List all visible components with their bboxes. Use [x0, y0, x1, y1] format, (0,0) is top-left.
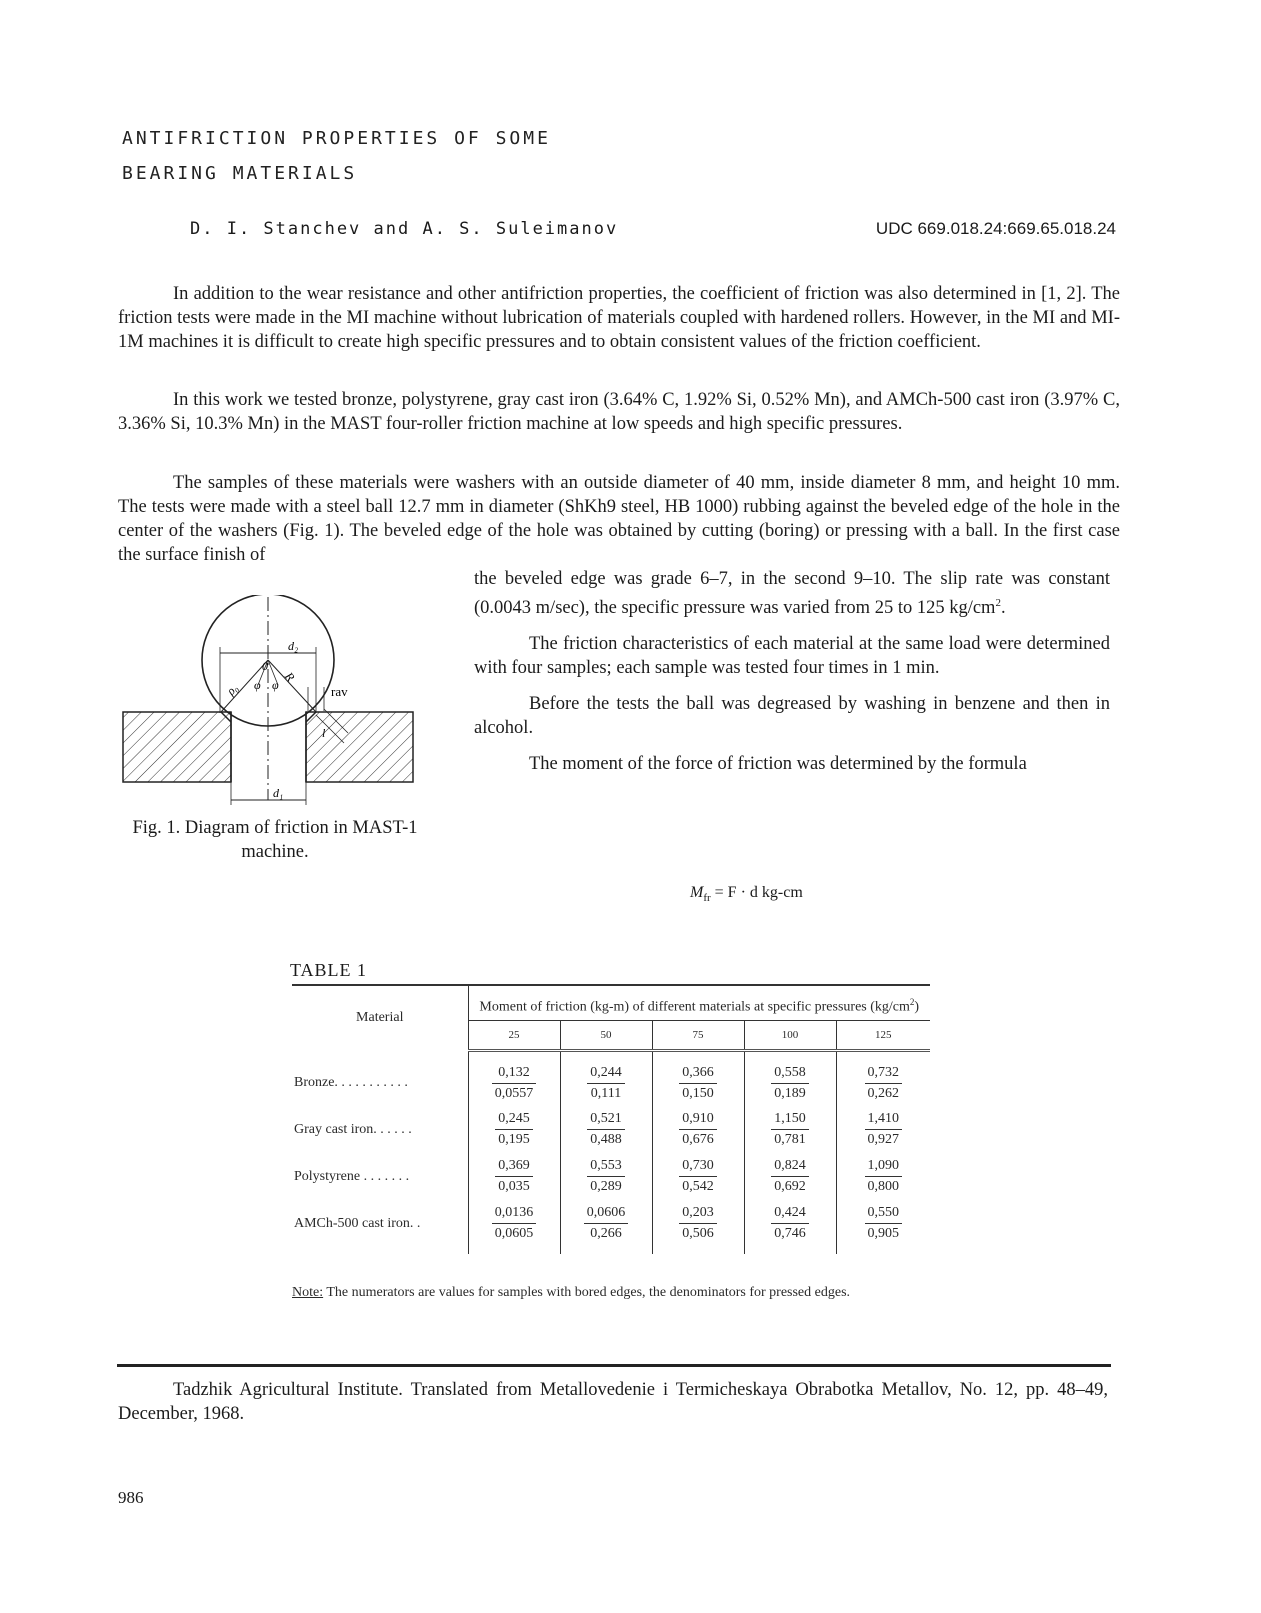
value-cell [560, 1200, 652, 1254]
numerator-bored: 0,424 [771, 1203, 809, 1224]
numerator-bored: 0,0606 [584, 1203, 629, 1224]
value-cell [836, 1153, 930, 1200]
value-cell [652, 1050, 744, 1106]
denominator-pressed: 0,488 [590, 1132, 622, 1148]
numerator-bored: 0,132 [492, 1063, 537, 1084]
paragraph-3-continued [474, 567, 1110, 620]
table-row [292, 1153, 930, 1200]
value-cell [652, 1200, 744, 1254]
numerator-bored: 0,732 [865, 1063, 903, 1084]
denominator-pressed: 0,035 [498, 1179, 530, 1195]
pressure-header: 50 [560, 1020, 652, 1050]
note-text: The numerators are values for samples with bored edges, the denominators for pressed edges. [323, 1285, 851, 1300]
label-rav: rav [331, 684, 348, 699]
fraction [587, 1109, 625, 1150]
value-cell [468, 1106, 560, 1153]
friction-diagram [118, 595, 418, 810]
fraction [492, 1203, 537, 1244]
label-radius: R [282, 669, 298, 685]
material-name: Bronze. . . . . . . . . . . [294, 1074, 408, 1090]
numerator-bored: 1,410 [865, 1109, 903, 1130]
numerator-bored: 0,0136 [492, 1203, 537, 1224]
numerator-bored: 0,824 [771, 1156, 809, 1177]
col-header-material: Material [292, 985, 468, 1050]
washer-left-section [123, 712, 231, 782]
udc-code: UDC 669.018.24:669.65.018.24 [875, 219, 1116, 238]
formula-rhs: = F · d kg-cm [710, 884, 803, 901]
numerator-bored: 1,150 [771, 1109, 809, 1130]
fraction [771, 1109, 809, 1150]
friction-moment-formula [690, 884, 803, 904]
value-cell [560, 1050, 652, 1106]
label-d2: d₂ [288, 639, 299, 653]
group-header-text: Moment of friction (kg-m) of different materials at specific pressures (kg/cm [479, 999, 910, 1015]
right-column [474, 567, 1110, 776]
denominator-pressed: 0,262 [867, 1085, 899, 1101]
value-cell [744, 1106, 836, 1153]
fraction [771, 1063, 809, 1104]
value-cell [652, 1153, 744, 1200]
label-center: 0 [262, 659, 268, 673]
value-cell [744, 1050, 836, 1106]
numerator-bored: 0,366 [679, 1063, 717, 1084]
denominator-pressed: 0,746 [774, 1226, 806, 1242]
label-rho0: ρ₀ [223, 680, 241, 698]
col-header-moment [468, 985, 930, 1020]
pressure-header: 75 [652, 1020, 744, 1050]
fraction [679, 1063, 717, 1104]
paragraph-4: The friction characteristics of each material at the same load were determined with four samples; each sample was tested four times in 1 min. [474, 634, 1110, 679]
denominator-pressed: 0,150 [682, 1085, 714, 1101]
denominator-pressed: 0,289 [590, 1179, 622, 1195]
label-phi-2: φ [272, 678, 279, 692]
denominator-pressed: 0,927 [867, 1132, 899, 1148]
value-cell [652, 1106, 744, 1153]
table-row [292, 1200, 930, 1254]
numerator-bored: 0,203 [679, 1203, 717, 1224]
label-d1: d₁ [273, 786, 284, 800]
denominator-pressed: 0,542 [682, 1179, 714, 1195]
washer-right-section [306, 712, 413, 782]
value-cell [836, 1106, 930, 1153]
figure-caption: Fig. 1. Diagram of friction in MAST-1 machine. [132, 818, 418, 862]
pressure-header: 100 [744, 1020, 836, 1050]
denominator-pressed: 0,189 [774, 1085, 806, 1101]
denominator-pressed: 0,905 [867, 1226, 899, 1242]
pressure-header: 25 [468, 1020, 560, 1050]
group-header-sup: 2 [909, 997, 915, 1007]
value-cell [468, 1200, 560, 1254]
friction-table [292, 984, 930, 1254]
denominator-pressed: 0,0605 [494, 1226, 534, 1242]
footer-rule [117, 1364, 1111, 1367]
p3-cont-sup: 2 [995, 597, 1001, 609]
fraction [679, 1203, 717, 1244]
value-cell [836, 1200, 930, 1254]
material-name: Gray cast iron. . . . . . [294, 1121, 412, 1137]
numerator-bored: 0,910 [679, 1109, 717, 1130]
fraction [587, 1063, 625, 1104]
value-cell [744, 1200, 836, 1254]
group-header-end: ) [914, 999, 920, 1015]
value-cell [468, 1153, 560, 1200]
denominator-pressed: 0,676 [682, 1132, 714, 1148]
table-label: TABLE 1 [290, 960, 368, 980]
value-cell [836, 1050, 930, 1106]
denominator-pressed: 0,506 [682, 1226, 714, 1242]
formula-lhs: M [690, 884, 704, 901]
fraction [587, 1156, 625, 1197]
note-label: Note: [292, 1285, 324, 1300]
fraction [495, 1109, 533, 1150]
numerator-bored: 0,553 [587, 1156, 625, 1177]
material-name: Polystyrene . . . . . . . [294, 1168, 410, 1184]
value-cell [560, 1106, 652, 1153]
fraction [865, 1203, 903, 1244]
paragraph-2: In this work we tested bronze, polystyrene, gray cast iron (3.64% C, 1.92% Si, 0.52% Mn), and AMCh-500 cast iron (3.97% C, 3.36% Si, 10.3% Mn) in the MAST four-roller friction machine at low speeds and high specific pressures. [118, 390, 1120, 434]
fraction [865, 1109, 903, 1150]
denominator-pressed: 0,0557 [494, 1085, 534, 1101]
numerator-bored: 0,521 [587, 1109, 625, 1130]
fraction [495, 1156, 533, 1197]
article-title-line-1: ANTIFRICTION PROPERTIES OF SOME [122, 128, 551, 149]
numerator-bored: 0,245 [495, 1109, 533, 1130]
fraction [771, 1203, 809, 1244]
paragraph-5: Before the tests the ball was degreased by washing in benzene and then in alcohol. [474, 694, 1110, 739]
value-cell [468, 1050, 560, 1106]
table-row [292, 1050, 930, 1106]
p3-cont-end: . [1000, 598, 1006, 619]
pressure-header: 125 [836, 1020, 930, 1050]
fraction [865, 1156, 903, 1197]
numerator-bored: 0,550 [865, 1203, 903, 1224]
material-name: AMCh-500 cast iron. . [294, 1215, 421, 1231]
authors: D. I. Stanchev and A. S. Suleimanov [190, 219, 619, 239]
label-phi-1: φ [254, 678, 261, 692]
p3-cont-text: the beveled edge was grade 6–7, in the second 9–10. The slip rate was constant (0.0043 m/sec), the specific pressure was varied from 25 to 125 kg/cm [474, 569, 1110, 619]
denominator-pressed: 0,781 [774, 1132, 806, 1148]
paragraph-6: The moment of the force of friction was determined by the formula [529, 754, 1027, 775]
fraction [492, 1063, 537, 1104]
value-cell [744, 1153, 836, 1200]
denominator-pressed: 0,692 [774, 1179, 806, 1195]
denominator-pressed: 0,195 [498, 1132, 530, 1148]
fraction [865, 1063, 903, 1104]
table-note [292, 1282, 912, 1304]
article-title-line-2: BEARING MATERIALS [122, 163, 358, 184]
paragraph-3: The samples of these materials were washers with an outside diameter of 40 mm, inside diameter 8 mm, and height 10 mm. The tests were made with a steel ball 12.7 mm in diameter (ShKh9 steel, HB 1000) rubbing against the beveled edge of the hole in the center of the washers (Fig. 1). The beveled edge of the hole was obtained by cutting (boring) or pressing with a ball. In the first case the surface finish of [118, 473, 1120, 565]
denominator-pressed: 0,800 [867, 1179, 899, 1195]
fraction [679, 1109, 717, 1150]
table-row [292, 1106, 930, 1153]
page-number: 986 [118, 1488, 144, 1507]
numerator-bored: 0,558 [771, 1063, 809, 1084]
numerator-bored: 0,369 [495, 1156, 533, 1177]
formula-lhs-sub: fr [703, 892, 711, 905]
denominator-pressed: 0,266 [590, 1226, 622, 1242]
fraction [679, 1156, 717, 1197]
numerator-bored: 0,244 [587, 1063, 625, 1084]
value-cell [560, 1153, 652, 1200]
numerator-bored: 0,730 [679, 1156, 717, 1177]
footer-translation-note: Tadzhik Agricultural Institute. Translated from Metallovedenie i Termicheskaya Obrabotka Metallov, No. 12, pp. 48–49, December, 1968. [118, 1380, 1108, 1424]
fraction [771, 1156, 809, 1197]
paragraph-1: In addition to the wear resistance and other antifriction properties, the coefficient of friction was also determined in [1, 2]. The friction tests were made in the MI machine without lubrication of materials coupled with hardened rollers. However, in the MI and MI-1M machines it is difficult to create high specific pressures and to obtain consistent values of the friction coefficient. [118, 284, 1120, 352]
denominator-pressed: 0,111 [590, 1085, 622, 1101]
label-l: l [322, 726, 326, 740]
fraction [584, 1203, 629, 1244]
numerator-bored: 1,090 [865, 1156, 903, 1177]
